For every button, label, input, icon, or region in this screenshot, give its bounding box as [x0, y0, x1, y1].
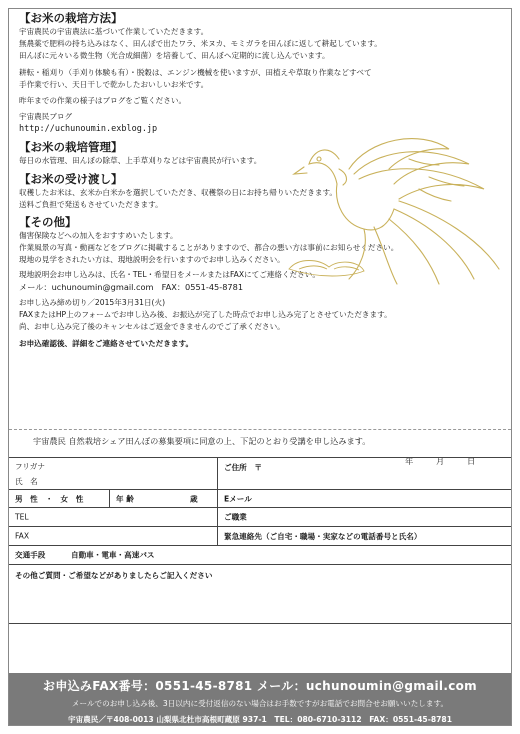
blog-url-link[interactable]: http://uchunoumin.exblog.jp [19, 124, 158, 135]
age-unit-label: 歳 [190, 494, 198, 503]
section-title-management: 【お米の栽培管理】 [19, 140, 123, 155]
body-text: 作業風景の写真・動画などをブログに掲載することがありますので、都合の悪い方は事前にお知らせください。 [19, 243, 399, 253]
gender-label: 男 性 ・ 女 性 [15, 494, 84, 503]
day-label: 日 [467, 456, 476, 466]
body-text: 宇宙農民の宇宙農法に基づいて作業していただきます。 [19, 27, 209, 36]
transport-field[interactable] [9, 546, 217, 564]
emergency-field[interactable] [217, 527, 511, 545]
deadline-text: お申し込み締め切り／2015年3月31日(火) [19, 298, 166, 308]
blog-label: 宇宙農民ブログ [19, 112, 73, 122]
body-text: 昨年までの作業の様子はブログをご覧ください。 [19, 96, 187, 106]
contact-line: メール：uchunoumin@gmail.com FAX：0551-45-8781 [19, 281, 244, 292]
body-text: 手作業で行い、天日干しで乾かしたおいしいお米です。 [19, 79, 209, 89]
footer-note: メールでのお申し込み後、3日以内に受付返信のない場合はお手数ですがお電話でお問合せお願いいたします。 [71, 699, 449, 708]
body-text: FAXまたはHP上のフォームでお申し込み後、お振込が完了した時点でお申し込み完了とさせていただきます。 [19, 310, 392, 320]
body-text: 田んぼに元々いる微生物（光合成細菌）を培養して、田んぼへ定期的に流し込んでいます。 [19, 51, 330, 61]
footer-address: 宇宙農民／〒408-0013 山梨県北杜市高根町蔵原 937-1 TEL：080-6710-3112 FAX：0551-45-8781 [68, 715, 452, 724]
address-label: ご住所 〒 [224, 463, 262, 472]
age-label: 年 齢 [116, 494, 134, 503]
body-text: 収穫したお米は、玄米か白米かを選択していただき、収穫祭の日にお持ち帰りいただきます。 [19, 187, 338, 197]
phoenix-illustration [279, 129, 512, 289]
section-title-delivery: 【お米の受け渡し】 [19, 171, 123, 186]
tel-label: TEL [15, 512, 29, 522]
body-text: 毎日の水管理、田んぼの除草、上手草刈りなどは宇宙農民が行います。 [19, 156, 262, 166]
fax-label: FAX [15, 531, 30, 541]
body-text: 送料ご負担で発送もさせていただきます。 [19, 199, 163, 209]
questions-label: その他ご質問・ご希望などがありましたらご記入ください [15, 571, 213, 580]
section-title-other: 【その他】 [19, 215, 77, 230]
questions-field[interactable] [9, 565, 511, 623]
age-field[interactable] [109, 490, 217, 507]
transport-label: 交通手段 [15, 550, 46, 560]
tel-field[interactable] [9, 508, 217, 526]
furigana-label: フリガナ [15, 462, 45, 471]
confirm-text: お申込確認後、詳細をご連絡させていただきます。 [19, 338, 194, 348]
form-row-fax-emergency [9, 526, 511, 545]
form-header [9, 429, 511, 456]
form-row-gender-age-email [9, 489, 511, 507]
form-row-tel-occupation [9, 507, 511, 526]
emergency-label: 緊急連絡先（ご自宅・職場・実家などの電話番号と氏名） [224, 532, 422, 541]
body-text: 傷害保険などへの加入をおすすめいたします。 [19, 231, 178, 241]
year-label: 年 [405, 456, 414, 466]
email-field[interactable] [217, 490, 511, 507]
occupation-label: ご職業 [224, 512, 247, 522]
body-text: 尚、お申し込み完了後のキャンセルはご返金できませんのでご了承ください。 [19, 322, 285, 332]
application-form [9, 457, 511, 624]
gender-field[interactable] [9, 490, 109, 507]
form-row-transport [9, 545, 511, 564]
page-frame [8, 8, 512, 726]
occupation-field[interactable] [217, 508, 511, 526]
section-title-cultivation: 【お米の栽培方法】 [19, 11, 123, 25]
form-lead-text: 宇宙農民 自然栽培シェア田んぼの募集要項に同意の上、下記のとおり受講を申し込みます。 [33, 436, 371, 446]
footer-bar [9, 673, 511, 726]
email-label: Eメール [224, 494, 252, 503]
body-text: 現地説明会お申し込みは、氏名・TEL・希望日をメールまたはFAXにてご連絡ください。 [19, 269, 320, 279]
fax-field[interactable] [9, 527, 217, 545]
form-row-name-address [9, 457, 511, 489]
form-row-questions [9, 564, 511, 624]
body-text: 無農薬で肥料の持ち込みはなく、田んぼで出たワラ、米ヌカ、モミガラを田んぼに返して耕起しています。 [19, 39, 382, 49]
name-label: 氏 名 [15, 477, 38, 486]
body-text: 耕転・稲刈り（手刈り体験も有）・脱穀は、エンジン機械を使いますが、田植えや草取り作業などすべて [19, 67, 372, 77]
name-field[interactable] [9, 458, 217, 489]
month-label: 月 [436, 456, 445, 466]
footer-fax-email: お申込みFAX番号：0551-45-8781 メール：uchunoumin@gmail.com [43, 679, 477, 693]
transport-options: 自動車・電車・高速バス [71, 550, 155, 560]
body-text: 現地の見学をされたい方は、現地説明会を行いますのでお申し込みください。 [19, 255, 285, 265]
address-field[interactable] [217, 458, 511, 489]
